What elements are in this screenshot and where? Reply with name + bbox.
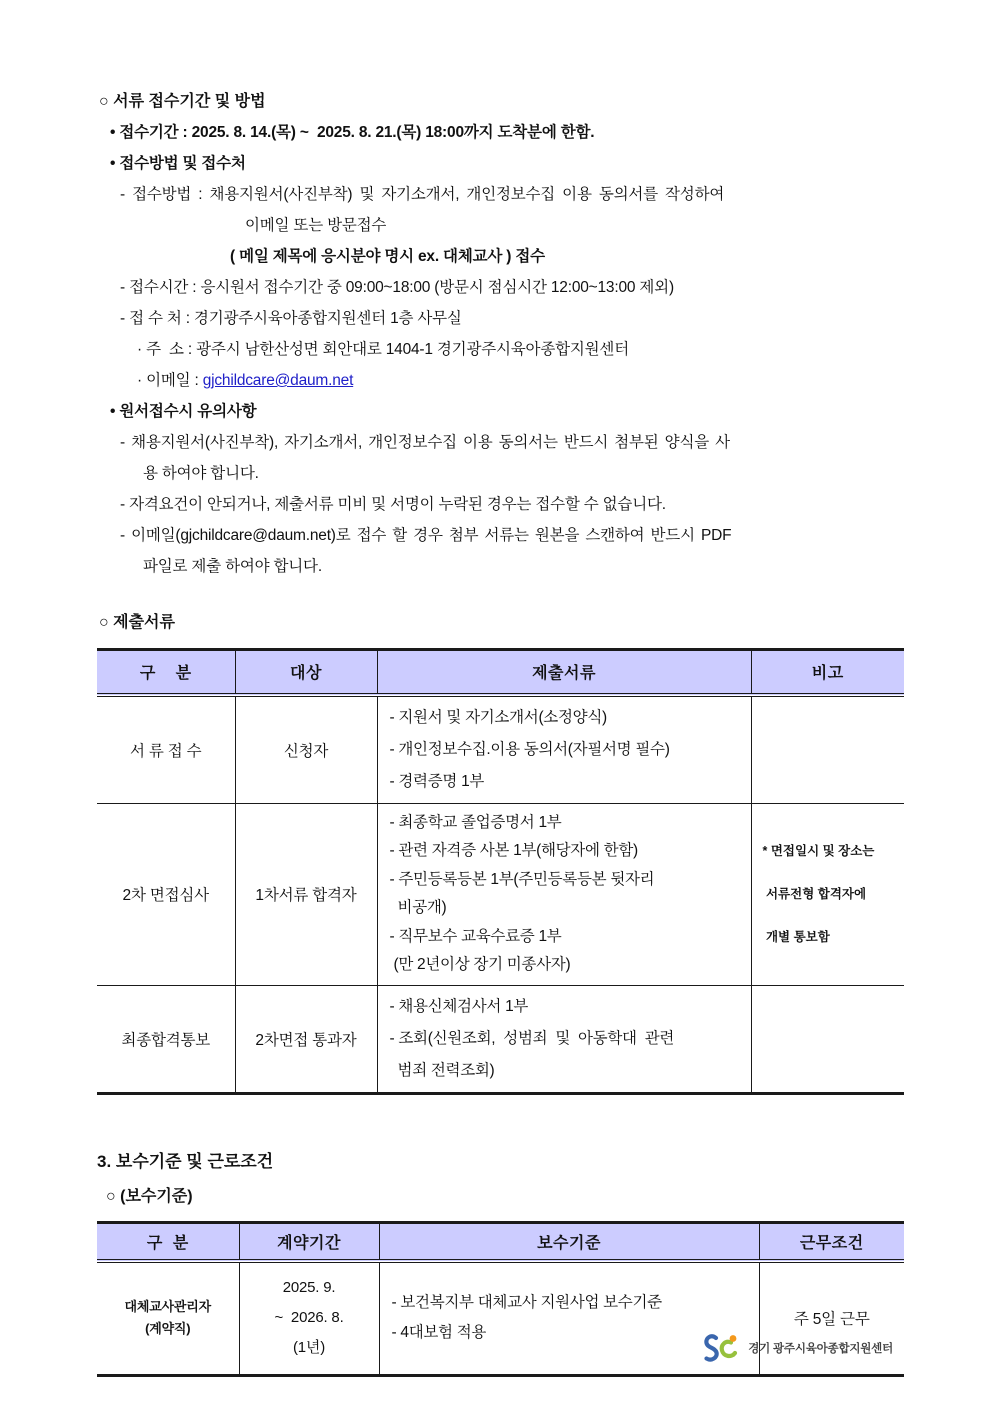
standard-line: - 4대보험 적용 xyxy=(391,1324,487,1342)
doc-line: - 최종학교 졸업증명서 1부 xyxy=(389,813,562,831)
documents-table-header-row xyxy=(97,650,904,695)
footer-org-name: 경기 광주시육아종합지원센터 xyxy=(748,1343,893,1355)
row1-target: 신청자 xyxy=(235,695,377,804)
period-line: 2025. 9. xyxy=(282,1279,336,1297)
table-row xyxy=(97,803,904,985)
apply-time-line: - 접수시간 : 응시원서 접수기간 중 09:00~18:00 (방문시 점심시간 12:00~13:00 제외) xyxy=(120,279,674,296)
period-line: (1년) xyxy=(292,1339,326,1357)
doc-line: - 채용신체검사서 1부 xyxy=(389,997,529,1015)
doc-line: - 관련 자격증 사본 1부(해당자에 한함) xyxy=(389,842,638,859)
note-line: * 면접일시 및 장소는 xyxy=(762,843,875,858)
doc-line: - 개인정보수집.이용 동의서(자필서명 필수) xyxy=(389,740,670,758)
row2-target: 1차서류 합격자 xyxy=(235,803,377,985)
header-contract-period: 계약기간 xyxy=(239,1222,379,1261)
note-line: 서류전형 합격자에 xyxy=(762,886,867,901)
doc-line: - 지원서 및 자기소개서(소정양식) xyxy=(389,708,607,726)
doc-line: - 경력증명 1부 xyxy=(389,772,485,790)
apply-period-line: • 접수기간 : 2025. 8. 14.(목) ~ 2025. 8. 21.(목) 18:00까지 도착분에 한함. xyxy=(110,124,595,141)
row1-category: 서 류 접 수 xyxy=(130,742,202,760)
doc-line: - 조회(신원조회, 성범죄 및 아동학대 관련 xyxy=(389,1029,675,1047)
apply-method-line: - 접수방법 : 채용지원서(사진부착) 및 자기소개서, 개인정보수집 이용 동의서를 작성하여 xyxy=(120,186,725,203)
apply-mail-note: ( 메일 제목에 응시분야 명시 ex. 대체교사 ) 접수 xyxy=(230,248,545,265)
comp-pay-standard xyxy=(379,1261,759,1375)
notice-line-1a: - 채용지원서(사진부착), 자기소개서, 개인정보수집 이용 동의서는 반드시 첨부된 양식을 사 xyxy=(120,434,730,451)
header-category: 구 분 xyxy=(97,650,235,695)
table-row xyxy=(97,985,904,1093)
apply-email-line xyxy=(97,365,905,396)
notice-line-1b: 용 하여야 합니다. xyxy=(143,465,259,482)
section-heading-documents: ○ 제출서류 xyxy=(99,614,175,631)
header-docs: 제출서류 xyxy=(377,650,751,695)
comp-work-condition: 주 5일 근무 xyxy=(759,1261,904,1375)
section-heading-apply: ○ 서류 접수기간 및 방법 xyxy=(99,93,266,110)
row1-note xyxy=(751,695,904,804)
row1-docs xyxy=(377,695,751,804)
standard-line: - 보건복지부 대체교사 지원사업 보수기준 xyxy=(391,1294,662,1312)
section-title-compensation: 3. 보수기준 및 근로조건 xyxy=(97,1151,274,1171)
header-target: 대상 xyxy=(235,650,377,695)
row3-note xyxy=(751,985,904,1093)
comp-contract-period xyxy=(239,1261,379,1375)
doc-line: 범죄 전력조회) xyxy=(389,1061,495,1079)
header-note: 비고 xyxy=(751,650,904,695)
row2-note xyxy=(751,803,904,985)
apply-method-continuation: 이메일 또는 방문접수 xyxy=(245,217,387,234)
doc-line: (만 2년이상 장기 미종사자) xyxy=(389,956,571,973)
header-work-condition: 근무조건 xyxy=(759,1222,904,1261)
apply-method-heading: • 접수방법 및 접수처 xyxy=(110,155,246,172)
apply-place-line: - 접 수 처 : 경기광주시육아종합지원센터 1층 사무실 xyxy=(120,310,462,327)
doc-line: 비공개) xyxy=(389,899,447,916)
documents-table xyxy=(97,648,904,1095)
category-line: 대체교사관리자 xyxy=(124,1299,211,1315)
row3-category: 최종합격통보 xyxy=(97,985,235,1093)
apply-address-line: · 주 소 : 광주시 남한산성면 회안대로 1404-1 경기광주시육아종합지원센터 xyxy=(137,341,629,358)
notice-line-3b: 파일로 제출 하여야 합니다. xyxy=(143,558,322,575)
doc-line: - 주민등록등본 1부(주민등록등본 뒷자리 xyxy=(389,870,655,888)
header-pay-standard: 보수기준 xyxy=(379,1222,759,1261)
footer xyxy=(703,1333,893,1363)
row3-target: 2차면접 통과자 xyxy=(235,985,377,1093)
comp-category xyxy=(97,1261,239,1375)
document-content xyxy=(97,86,905,1377)
center-logo-icon xyxy=(703,1333,743,1363)
row3-docs xyxy=(377,985,751,1093)
apply-notice-heading: • 원서접수시 유의사항 xyxy=(110,403,257,420)
note-line: 개별 통보함 xyxy=(762,929,830,944)
compensation-table-header-row xyxy=(97,1222,904,1261)
header-category: 구 분 xyxy=(97,1222,239,1261)
email-label: · 이메일 : xyxy=(137,372,203,389)
period-line: ~ 2026. 8. xyxy=(274,1309,344,1327)
row2-docs xyxy=(377,803,751,985)
category-line: (계약직) xyxy=(145,1321,191,1337)
doc-line: - 직무보수 교육수료증 1부 xyxy=(389,927,562,945)
subsection-pay-standard: ○ (보수기준) xyxy=(106,1187,193,1205)
row2-category: 2차 면접심사 xyxy=(97,803,235,985)
notice-line-3a: - 이메일(gjchildcare@daum.net)로 접수 할 경우 첨부 서류는 원본을 스캔하여 반드시 PDF xyxy=(120,527,732,544)
table-row xyxy=(97,695,904,804)
notice-line-2: - 자격요건이 안되거나, 제출서류 미비 및 서명이 누락된 경우는 접수할 수 없습니다. xyxy=(120,496,666,513)
email-link[interactable]: gjchildcare@daum.net xyxy=(202,372,354,389)
